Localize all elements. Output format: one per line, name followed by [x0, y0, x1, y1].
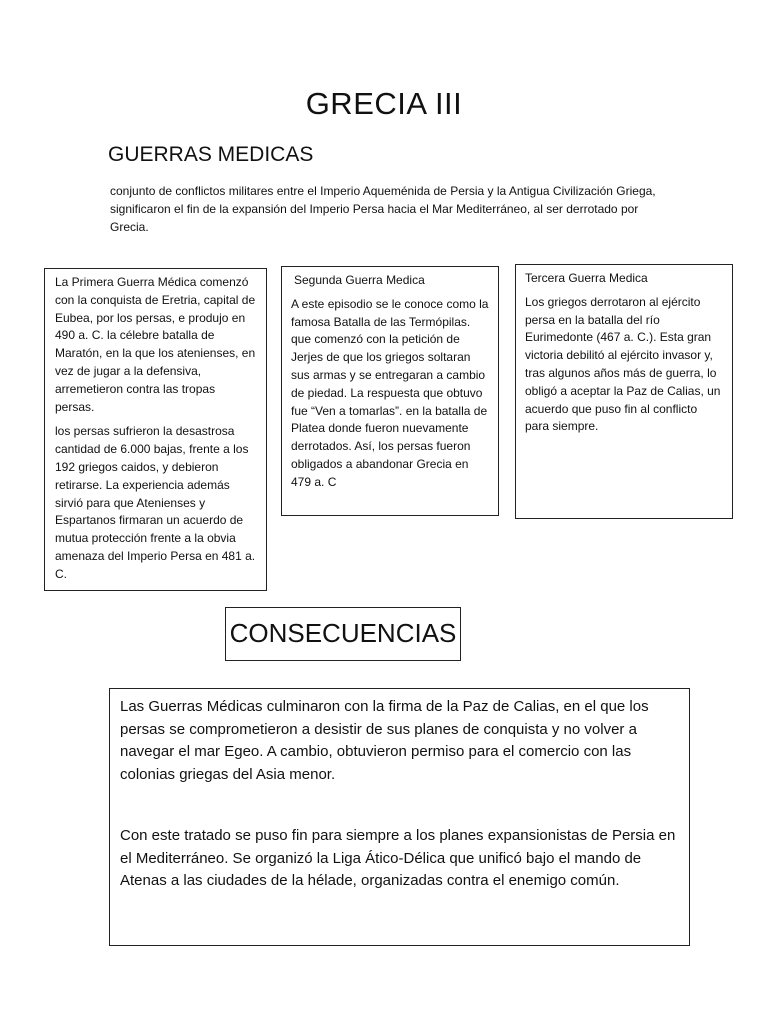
page-title: GRECIA III [305, 86, 463, 121]
second-war-heading: Segunda Guerra Medica [294, 273, 425, 287]
intro-paragraph: conjunto de conflictos militares entre el Imperio Aqueménida de Persia y la Antigua Civilización Griega, significaron el fin de la expansión del Imperio Persa hacia el Mar Mediterráneo, al ser derrotado por Grecia. [110, 184, 656, 234]
third-war-box [515, 264, 733, 519]
second-war-body: A este episodio se le conoce como la famosa Batalla de las Termópilas. que comenzó con la petición de Jerjes de que los griegos soltaran sus armas y se entregaran a cambio de piedad. La respuesta que obtuvo fue “Ven a tomarlas”. en la batalla de Platea donde fueron nuevamente derrotados. Así, los persas fueron obligados a abandonar Grecia en 479 a. C [291, 296, 489, 489]
first-war-box [44, 268, 267, 591]
third-war-heading: Tercera Guerra Medica [525, 271, 648, 285]
first-war-paragraph-1: La Primera Guerra Médica comenzó con la conquista de Eretria, capital de Eubea, por los persas, e produjo en 490 a. C. la célebre batalla de Maratón, en la que los atenienses, en vez de jugar a la defensiva, arremetieron contra las tropas persas. [55, 275, 256, 414]
second-war-box [281, 266, 499, 516]
consequences-paragraph-1: Las Guerras Médicas culminaron con la firma de la Paz de Calias, en el que los persas se comprometieron a desistir de sus planes de conquista y no volver a navegar el mar Egeo. A cambio, obtuvieron permiso para el comercio con las colonias griegas del Asia menor. [120, 698, 649, 783]
consequences-box [109, 688, 690, 946]
third-war-body: Los griegos derrotaron al ejército persa en la batalla del río Eurimedonte (467 a. C.). Esta gran victoria debilitó al ejército invasor y, tras algunos años más de guerra, lo obligó a aceptar la Paz de Calias, un acuerdo que puso fin al conflicto para siempre. [525, 294, 721, 434]
consequences-paragraph-2: Con este tratado se puso fin para siempre a los planes expansionistas de Persia en el Mediterráneo. Se organizó la Liga Ático-Délica que unificó bajo el mando de Atenas a las ciudades de la hélade, organizadas contra el enemigo común. [120, 827, 676, 889]
consequences-heading: CONSECUENCIAS [225, 607, 461, 661]
section-subtitle: GUERRAS MEDICAS [108, 143, 314, 166]
first-war-paragraph-2: los persas sufrieron la desastrosa cantidad de 6.000 bajas, frente a los 192 griegos caidos, y debieron retirarse. La experiencia además sirvió para que Atenienses y Espartanos firmaran un acuerdo de mutua protección frente a la obvia amenaza del Imperio Persa en 481 a. C. [55, 424, 256, 581]
